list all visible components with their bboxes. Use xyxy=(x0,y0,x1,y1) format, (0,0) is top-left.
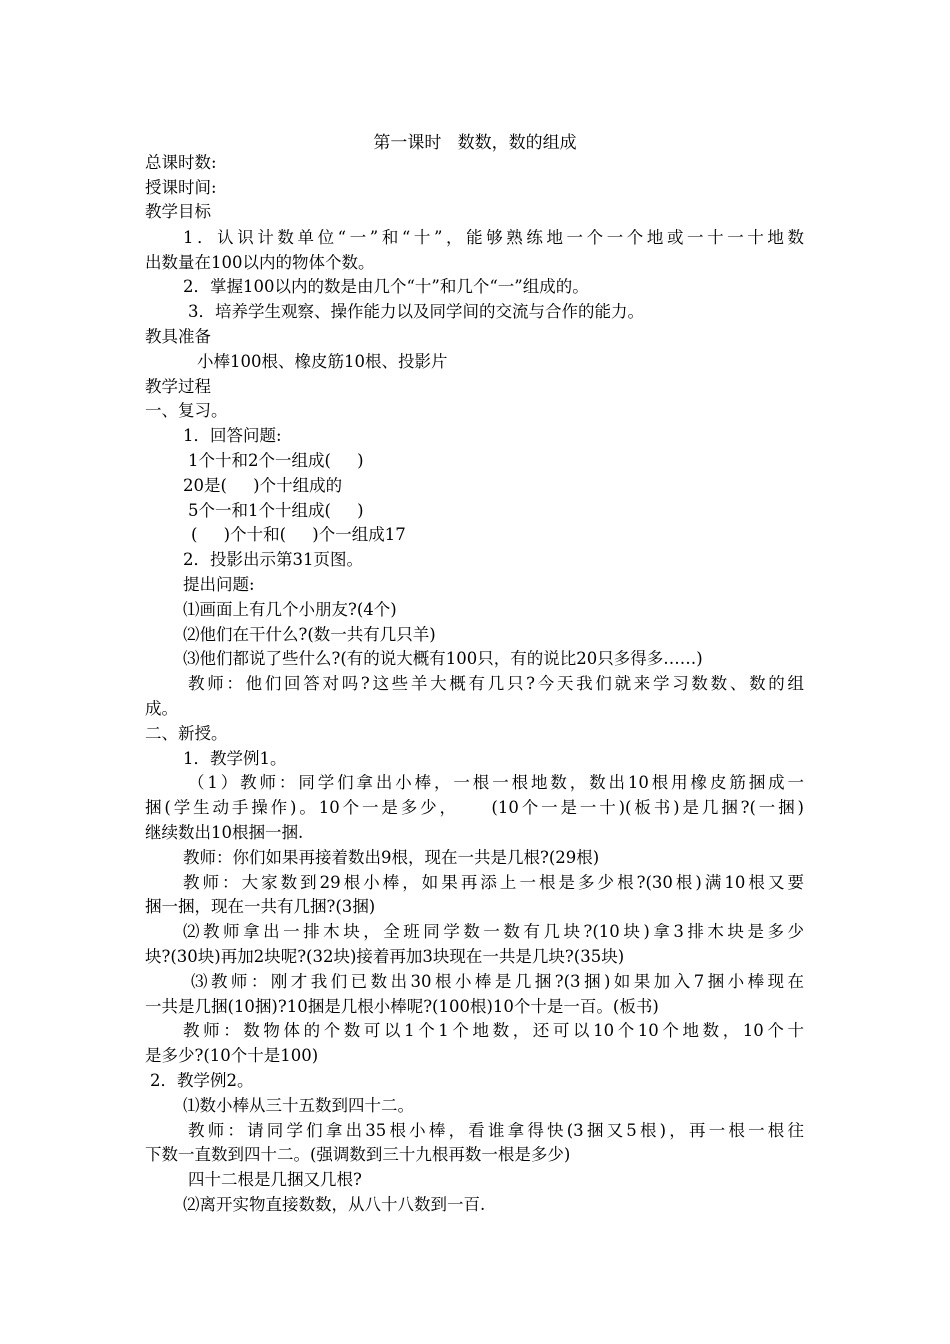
section-heading: 一、复习。 xyxy=(145,401,228,420)
text-line: 继续数出10根捆一捆. xyxy=(145,823,304,842)
text-line: 是多少?(10个十是100) xyxy=(145,1046,319,1065)
text-line: 成。 xyxy=(145,699,178,718)
text-line: ⑵他们在干什么?(数一共有几只羊) xyxy=(183,625,436,644)
page-title: 第一课时 数数，数的组成 xyxy=(373,133,577,153)
section-heading: 二、新授。 xyxy=(145,724,228,743)
text-line: 一共是几捆(10捆)?10捆是几根小棒呢?(100根)10个十是一百。(板书) xyxy=(145,997,659,1016)
text-line: 1．教学例1。 xyxy=(183,749,287,768)
text-line: ⑶他们都说了些什么?(有的说大概有100只，有的说比20只多得多……) xyxy=(183,649,703,668)
text-line: 2．投影出示第31页图。 xyxy=(183,550,363,569)
text-line: 四十二根是几捆又几根? xyxy=(188,1170,362,1189)
text-line: 捆一捆，现在一共有几捆?(3捆) xyxy=(145,897,376,916)
text-line: ( )个十和( )个一组成17 xyxy=(191,525,406,544)
text-line: 授课时间: xyxy=(145,178,217,197)
text-line: 总课时数: xyxy=(145,153,217,172)
text-line: 教师：他们回答对吗?这些羊大概有几只?今天我们就来学习数数、数的组 xyxy=(188,674,804,693)
text-line: 教师：请同学们拿出35根小棒，看谁拿得快(3捆又5根)，再一根一根往 xyxy=(188,1121,804,1140)
text-line: ⑵离开实物直接数数，从八十八数到一百. xyxy=(183,1195,486,1214)
text-line: ⑴画面上有几个小朋友?(4个) xyxy=(183,600,397,619)
section-heading: 教学过程 xyxy=(145,377,211,396)
text-line: 2．掌握100以内的数是由几个“十”和几个“一”组成的。 xyxy=(183,277,589,296)
text-line: 捆(学生动手操作)。10个一是多少， (10个一是一十)(板书)是几捆?(一捆) xyxy=(145,798,804,817)
text-line: 提出问题: xyxy=(183,575,255,594)
text-line: 下数一直数到四十二。(强调数到三十九根再数一根是多少) xyxy=(145,1145,571,1164)
section-heading: 教具准备 xyxy=(145,327,211,346)
text-line: 1．回答问题: xyxy=(183,426,282,445)
text-line: ⑵教师拿出一排木块，全班同学数一数有几块?(10块)拿3排木块是多少 xyxy=(183,922,804,941)
text-line: 教师：你们如果再接着数出9根，现在一共是几根?(29根) xyxy=(183,848,600,867)
text-line: （1）教师：同学们拿出小棒，一根一根地数，数出10根用橡皮筋捆成一 xyxy=(188,773,804,792)
text-line: 20是( )个十组成的 xyxy=(183,476,343,495)
text-line: 教师：数物体的个数可以1个1个地数，还可以10个10个地数，10个十 xyxy=(183,1021,804,1040)
text-line: 教师：大家数到29根小棒，如果再添上一根是多少根?(30根)满10根又要 xyxy=(183,873,804,892)
text-line: ⑴数小棒从三十五数到四十二。 xyxy=(183,1096,414,1115)
section-heading: 教学目标 xyxy=(145,202,211,221)
text-line: 5个一和1个十组成( ) xyxy=(188,501,364,520)
text-line: 1．认识计数单位“一”和“十”，能够熟练地一个一个地或一十一十地数 xyxy=(183,228,804,247)
text-line: ⑶教师：刚才我们已数出30根小棒是几捆?(3捆)如果加入7捆小棒现在 xyxy=(191,972,804,991)
text-line: 块?(30块)再加2块呢?(32块)接着再加3块现在一共是几块?(35块) xyxy=(145,947,625,966)
text-line: 2．教学例2。 xyxy=(150,1071,254,1090)
text-line: 出数量在100以内的物体个数。 xyxy=(145,253,375,272)
text-line: 3．培养学生观察、操作能力以及同学间的交流与合作的能力。 xyxy=(188,302,644,321)
text-line: 小棒100根、橡皮筋10根、投影片 xyxy=(197,352,448,371)
text-line: 1个十和2个一组成( ) xyxy=(188,451,364,470)
